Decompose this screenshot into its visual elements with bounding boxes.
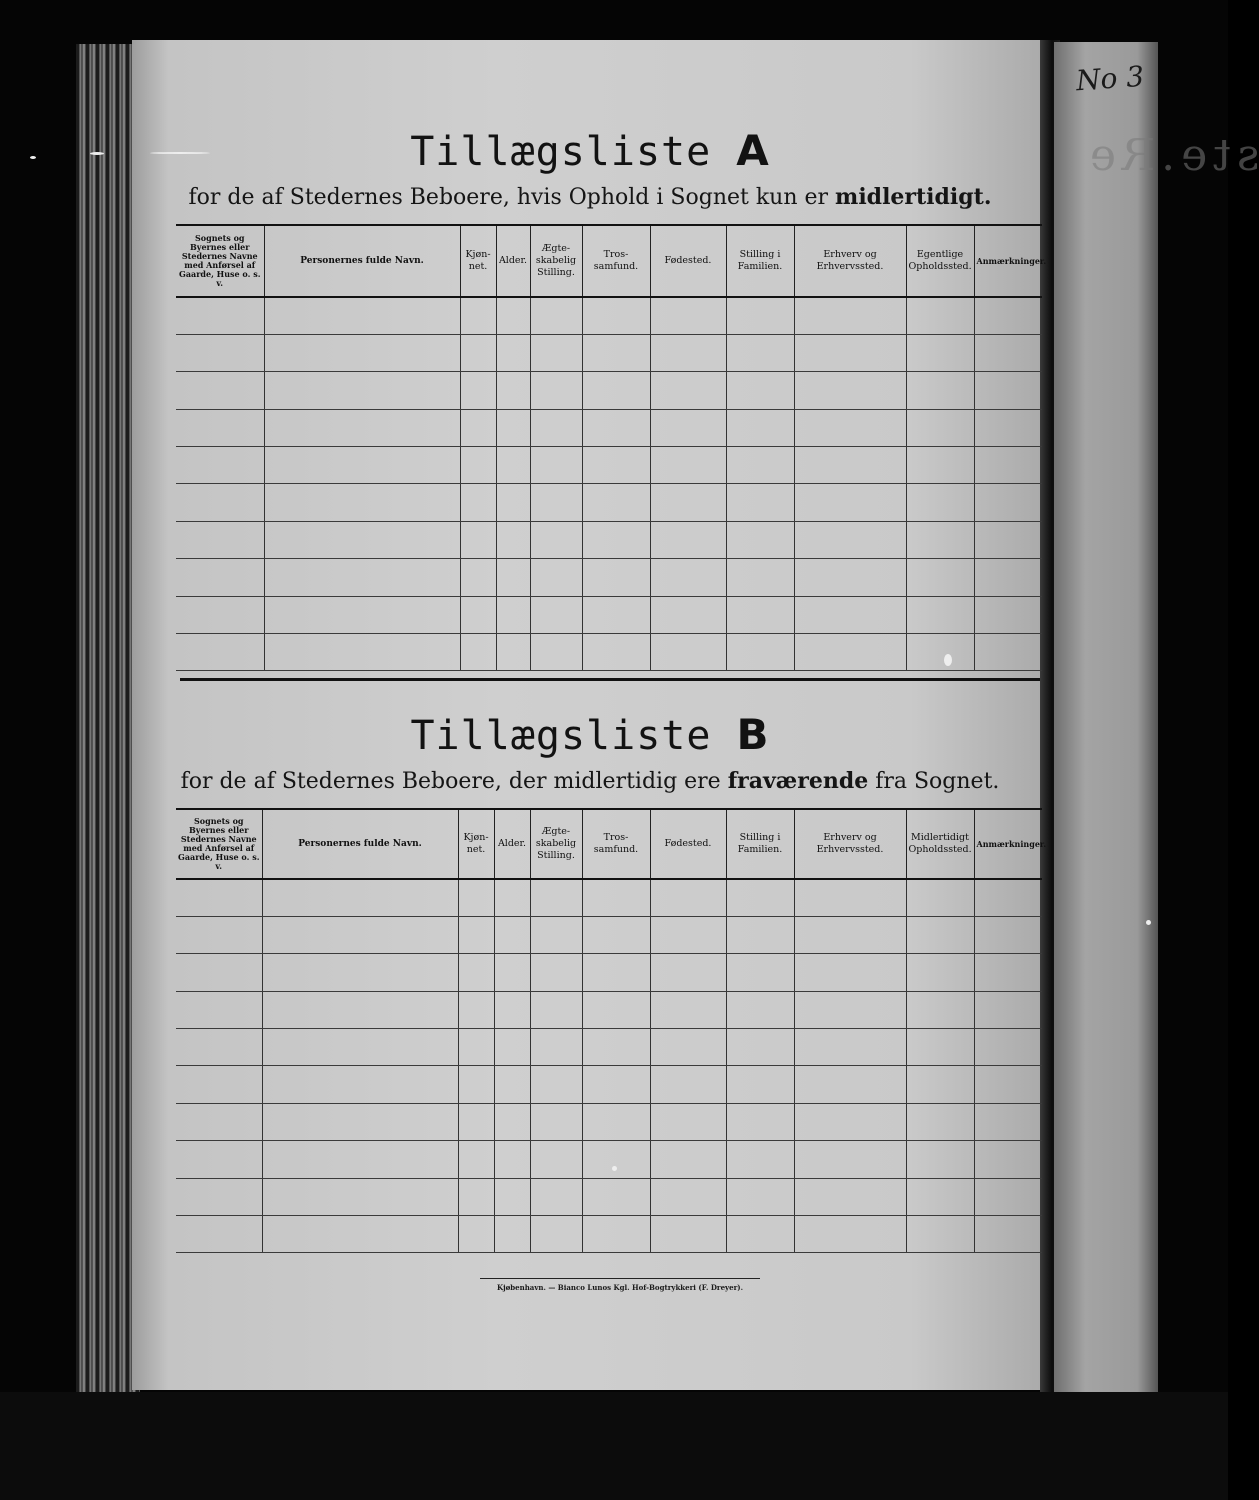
table-cell <box>262 991 458 1028</box>
table-cell <box>262 1141 458 1178</box>
table-cell <box>726 484 794 521</box>
table-row <box>176 334 1042 371</box>
table-cell <box>794 409 906 446</box>
table-cell <box>458 879 494 916</box>
table-cell <box>582 334 650 371</box>
table-cell <box>726 954 794 991</box>
table-row <box>176 484 1042 521</box>
table-cell <box>974 916 1042 953</box>
table-cell <box>460 297 496 334</box>
table-cell <box>974 409 1042 446</box>
table-row <box>176 916 1042 953</box>
table-cell <box>176 991 262 1028</box>
table-cell <box>582 991 650 1028</box>
table-cell <box>530 1029 582 1066</box>
list-a-subtitle-bold: midlertidigt. <box>835 184 992 210</box>
table-cell <box>650 879 726 916</box>
col-location: Sognets og Byernes eller Stedernes Navne med Anførsel af Gaarde, Huse o. s. v. <box>176 225 264 297</box>
table-cell <box>530 991 582 1028</box>
table-cell <box>794 1216 906 1253</box>
table-cell <box>650 991 726 1028</box>
col-sex: Kjøn-net. <box>460 225 496 297</box>
table-cell <box>176 297 264 334</box>
table-cell <box>264 409 460 446</box>
list-a-title-text: Tillægsliste <box>410 129 712 175</box>
page-number: No 3 <box>1074 59 1146 98</box>
table-cell <box>494 1029 530 1066</box>
table-row <box>176 879 1042 916</box>
table-cell <box>494 1141 530 1178</box>
table-cell <box>262 1216 458 1253</box>
table-cell <box>176 1141 262 1178</box>
col-family-position: Stilling i Familien. <box>726 225 794 297</box>
table-row <box>176 521 1042 558</box>
table-cell <box>974 1066 1042 1103</box>
col-marital-status: Ægte-skabelig Stilling. <box>530 225 582 297</box>
table-cell <box>794 991 906 1028</box>
table-cell <box>582 447 650 484</box>
table-cell <box>582 1141 650 1178</box>
table-cell <box>650 1178 726 1215</box>
table-cell <box>176 484 264 521</box>
table-cell <box>906 954 974 991</box>
printer-imprint: Kjøbenhavn. — Bianco Lunos Kgl. Hof-Bogtrykkeri (F. Dreyer). <box>480 1278 760 1292</box>
table-cell <box>264 484 460 521</box>
table-cell <box>530 334 582 371</box>
table-cell <box>494 879 530 916</box>
table-cell <box>496 334 530 371</box>
table-cell <box>496 521 530 558</box>
table-cell <box>974 1103 1042 1140</box>
table-cell <box>974 596 1042 633</box>
col-religion: Tros-samfund. <box>582 809 650 879</box>
table-row <box>176 409 1042 446</box>
table-cell <box>530 447 582 484</box>
table-cell <box>974 1216 1042 1253</box>
col-remarks: Anmærkninger. <box>974 225 1042 297</box>
table-cell <box>906 334 974 371</box>
list-b-subtitle-bold: fraværende <box>727 768 869 794</box>
table-cell <box>906 991 974 1028</box>
table-cell <box>974 484 1042 521</box>
table-cell <box>582 596 650 633</box>
table-cell <box>262 879 458 916</box>
table-row <box>176 634 1042 671</box>
table-cell <box>494 991 530 1028</box>
table-cell <box>496 409 530 446</box>
table-cell <box>726 447 794 484</box>
table-cell <box>176 1178 262 1215</box>
scan-speck <box>150 152 210 154</box>
table-cell <box>264 559 460 596</box>
table-cell <box>726 372 794 409</box>
table-cell <box>794 596 906 633</box>
list-a-title-letter: A <box>736 126 770 175</box>
table-cell <box>458 1066 494 1103</box>
table-cell <box>496 447 530 484</box>
table-cell <box>906 409 974 446</box>
table-cell <box>582 1103 650 1140</box>
table-cell <box>530 1103 582 1140</box>
table-cell <box>494 1066 530 1103</box>
table-cell <box>458 991 494 1028</box>
table-cell <box>458 954 494 991</box>
table-cell <box>906 1141 974 1178</box>
table-cell <box>262 916 458 953</box>
table-cell <box>906 1216 974 1253</box>
table-cell <box>176 334 264 371</box>
table-cell <box>582 916 650 953</box>
table-cell <box>176 1066 262 1103</box>
table-cell <box>494 916 530 953</box>
table-cell <box>582 559 650 596</box>
table-row <box>176 954 1042 991</box>
table-cell <box>530 879 582 916</box>
table-cell <box>794 372 906 409</box>
table-cell <box>460 334 496 371</box>
table-cell <box>582 521 650 558</box>
list-a-bottom-rule <box>180 678 1040 681</box>
table-cell <box>176 596 264 633</box>
table-cell <box>974 1178 1042 1215</box>
table-cell <box>906 1178 974 1215</box>
table-cell <box>176 409 264 446</box>
table-cell <box>582 954 650 991</box>
table-cell <box>460 559 496 596</box>
table-row <box>176 991 1042 1028</box>
book-page-edges <box>76 44 140 1400</box>
table-row <box>176 1141 1042 1178</box>
col-occupation: Erhverv og Erhvervssted. <box>794 225 906 297</box>
table-cell <box>460 484 496 521</box>
scan-speck <box>1146 920 1151 925</box>
list-a-body <box>176 297 1042 671</box>
scan-bottom-margin <box>0 1392 1228 1500</box>
list-b-title <box>132 710 1048 759</box>
col-location: Sognets og Byernes eller Stedernes Navne med Anførsel af Gaarde, Huse o. s. v. <box>176 809 262 879</box>
table-cell <box>582 484 650 521</box>
table-cell <box>726 1216 794 1253</box>
col-religion: Tros-samfund. <box>582 225 650 297</box>
table-cell <box>460 409 496 446</box>
table-row <box>176 297 1042 334</box>
list-b-title-letter: B <box>736 710 770 759</box>
table-cell <box>176 447 264 484</box>
table-cell <box>794 484 906 521</box>
table-cell <box>974 559 1042 596</box>
table-cell <box>582 634 650 671</box>
table-cell <box>264 634 460 671</box>
table-cell <box>794 916 906 953</box>
table-cell <box>726 521 794 558</box>
table-cell <box>458 1141 494 1178</box>
list-a-table <box>176 224 1047 671</box>
table-cell <box>650 297 726 334</box>
table-cell <box>176 916 262 953</box>
table-cell <box>974 372 1042 409</box>
table-cell <box>582 1066 650 1103</box>
table-cell <box>906 1066 974 1103</box>
table-cell <box>650 596 726 633</box>
table-cell <box>264 372 460 409</box>
table-cell <box>264 596 460 633</box>
table-cell <box>794 954 906 991</box>
table-cell <box>176 1029 262 1066</box>
table-cell <box>726 1103 794 1140</box>
table-cell <box>530 409 582 446</box>
scan-speck <box>612 1166 617 1171</box>
list-b-body <box>176 879 1042 1253</box>
table-cell <box>650 559 726 596</box>
table-cell <box>906 447 974 484</box>
table-cell <box>650 372 726 409</box>
table-cell <box>582 879 650 916</box>
table-cell <box>794 1066 906 1103</box>
table-cell <box>530 1141 582 1178</box>
col-full-name: Personernes fulde Navn. <box>264 225 460 297</box>
table-cell <box>176 634 264 671</box>
col-birthplace: Fødested. <box>650 225 726 297</box>
table-cell <box>650 521 726 558</box>
table-cell <box>460 596 496 633</box>
table-cell <box>496 297 530 334</box>
table-row <box>176 1216 1042 1253</box>
table-cell <box>650 409 726 446</box>
table-cell <box>906 1029 974 1066</box>
table-cell <box>726 1141 794 1178</box>
table-row <box>176 1178 1042 1215</box>
table-cell <box>176 372 264 409</box>
table-row <box>176 1103 1042 1140</box>
table-cell <box>650 634 726 671</box>
table-cell <box>906 1103 974 1140</box>
table-cell <box>794 521 906 558</box>
col-sex: Kjøn-net. <box>458 809 494 879</box>
table-cell <box>582 1216 650 1253</box>
table-cell <box>494 1103 530 1140</box>
table-row <box>176 447 1042 484</box>
table-cell <box>496 634 530 671</box>
table-cell <box>726 1178 794 1215</box>
scan-speck <box>944 654 952 666</box>
table-cell <box>460 634 496 671</box>
bleed-through-text: ste.Re <box>1084 130 1259 181</box>
table-cell <box>726 334 794 371</box>
col-age: Alder. <box>494 809 530 879</box>
table-cell <box>906 916 974 953</box>
table-cell <box>530 1066 582 1103</box>
table-cell <box>458 1178 494 1215</box>
table-cell <box>264 297 460 334</box>
table-cell <box>264 521 460 558</box>
table-cell <box>906 559 974 596</box>
table-cell <box>794 1141 906 1178</box>
table-cell <box>262 1178 458 1215</box>
table-cell <box>794 334 906 371</box>
table-cell <box>262 1103 458 1140</box>
table-cell <box>726 596 794 633</box>
table-cell <box>176 879 262 916</box>
table-row <box>176 372 1042 409</box>
table-cell <box>530 596 582 633</box>
table-cell <box>794 879 906 916</box>
table-cell <box>906 596 974 633</box>
table-cell <box>974 879 1042 916</box>
table-cell <box>726 634 794 671</box>
table-cell <box>530 484 582 521</box>
table-cell <box>650 1029 726 1066</box>
list-b-title-text: Tillægsliste <box>410 713 712 759</box>
table-cell <box>650 954 726 991</box>
table-cell <box>974 521 1042 558</box>
col-family-position: Stilling i Familien. <box>726 809 794 879</box>
table-row <box>176 1029 1042 1066</box>
table-cell <box>794 1178 906 1215</box>
col-full-name: Personernes fulde Navn. <box>262 809 458 879</box>
table-cell <box>906 634 974 671</box>
col-birthplace: Fødested. <box>650 809 726 879</box>
list-a-title <box>132 126 1048 175</box>
table-cell <box>262 954 458 991</box>
list-b-subtitle-tail: fra Sognet. <box>875 769 1000 794</box>
table-cell <box>974 634 1042 671</box>
table-cell <box>176 521 264 558</box>
list-a-subtitle <box>132 184 1048 210</box>
table-cell <box>530 1216 582 1253</box>
table-cell <box>726 1066 794 1103</box>
table-cell <box>582 1029 650 1066</box>
table-cell <box>496 484 530 521</box>
table-cell <box>460 521 496 558</box>
table-cell <box>458 916 494 953</box>
table-cell <box>530 916 582 953</box>
table-cell <box>458 1103 494 1140</box>
table-cell <box>794 447 906 484</box>
list-b-header-row <box>176 809 1042 879</box>
table-cell <box>494 1178 530 1215</box>
table-cell <box>794 634 906 671</box>
table-cell <box>494 954 530 991</box>
list-a-header-row <box>176 225 1042 297</box>
table-row <box>176 1066 1042 1103</box>
table-cell <box>726 559 794 596</box>
table-cell <box>726 297 794 334</box>
col-temporary-residence: Midlertidigt Opholdssted. <box>906 809 974 879</box>
table-cell <box>530 634 582 671</box>
table-cell <box>582 372 650 409</box>
table-cell <box>726 409 794 446</box>
scan-speck <box>30 156 36 159</box>
table-cell <box>530 559 582 596</box>
table-cell <box>650 334 726 371</box>
table-cell <box>906 297 974 334</box>
table-cell <box>650 1141 726 1178</box>
table-cell <box>262 1066 458 1103</box>
table-cell <box>794 297 906 334</box>
table-cell <box>974 1029 1042 1066</box>
table-cell <box>794 559 906 596</box>
table-cell <box>974 297 1042 334</box>
table-cell <box>458 1216 494 1253</box>
table-cell <box>176 954 262 991</box>
table-cell <box>974 334 1042 371</box>
list-b-subtitle-text: for de af Stedernes Beboere, der midlertidig ere <box>180 769 721 794</box>
table-cell <box>726 1029 794 1066</box>
table-cell <box>794 1029 906 1066</box>
col-age: Alder. <box>496 225 530 297</box>
table-cell <box>530 1178 582 1215</box>
table-cell <box>650 447 726 484</box>
col-occupation: Erhverv og Erhvervssted. <box>794 809 906 879</box>
table-cell <box>496 596 530 633</box>
table-cell <box>906 484 974 521</box>
table-cell <box>460 447 496 484</box>
table-cell <box>582 1178 650 1215</box>
table-cell <box>726 879 794 916</box>
table-cell <box>264 334 460 371</box>
table-cell <box>974 1141 1042 1178</box>
col-remarks: Anmærkninger. <box>974 809 1042 879</box>
table-cell <box>726 916 794 953</box>
table-cell <box>650 1216 726 1253</box>
table-cell <box>726 991 794 1028</box>
table-cell <box>530 521 582 558</box>
table-cell <box>906 879 974 916</box>
table-row <box>176 596 1042 633</box>
table-cell <box>458 1029 494 1066</box>
table-cell <box>974 991 1042 1028</box>
table-cell <box>530 297 582 334</box>
table-cell <box>650 916 726 953</box>
table-cell <box>582 297 650 334</box>
table-cell <box>460 372 496 409</box>
table-cell <box>496 372 530 409</box>
table-cell <box>650 1066 726 1103</box>
adjacent-page <box>1054 42 1259 1392</box>
table-cell <box>176 559 264 596</box>
list-a-subtitle-text: for de af Stedernes Beboere, hvis Ophold i Sognet kun er <box>188 185 829 210</box>
scan-speck <box>90 152 104 155</box>
col-marital-status: Ægte-skabelig Stilling. <box>530 809 582 879</box>
table-cell <box>530 954 582 991</box>
table-cell <box>530 372 582 409</box>
table-cell <box>582 409 650 446</box>
table-cell <box>650 484 726 521</box>
table-cell <box>974 447 1042 484</box>
table-row <box>176 559 1042 596</box>
table-cell <box>264 447 460 484</box>
list-b-table <box>176 808 1047 1253</box>
col-residence: Egentlige Opholdssted. <box>906 225 974 297</box>
table-cell <box>794 1103 906 1140</box>
table-cell <box>650 1103 726 1140</box>
table-cell <box>906 521 974 558</box>
table-cell <box>176 1103 262 1140</box>
table-cell <box>906 372 974 409</box>
table-cell <box>974 954 1042 991</box>
table-cell <box>262 1029 458 1066</box>
table-cell <box>176 1216 262 1253</box>
table-cell <box>494 1216 530 1253</box>
list-b-subtitle <box>132 768 1048 794</box>
table-cell <box>496 559 530 596</box>
